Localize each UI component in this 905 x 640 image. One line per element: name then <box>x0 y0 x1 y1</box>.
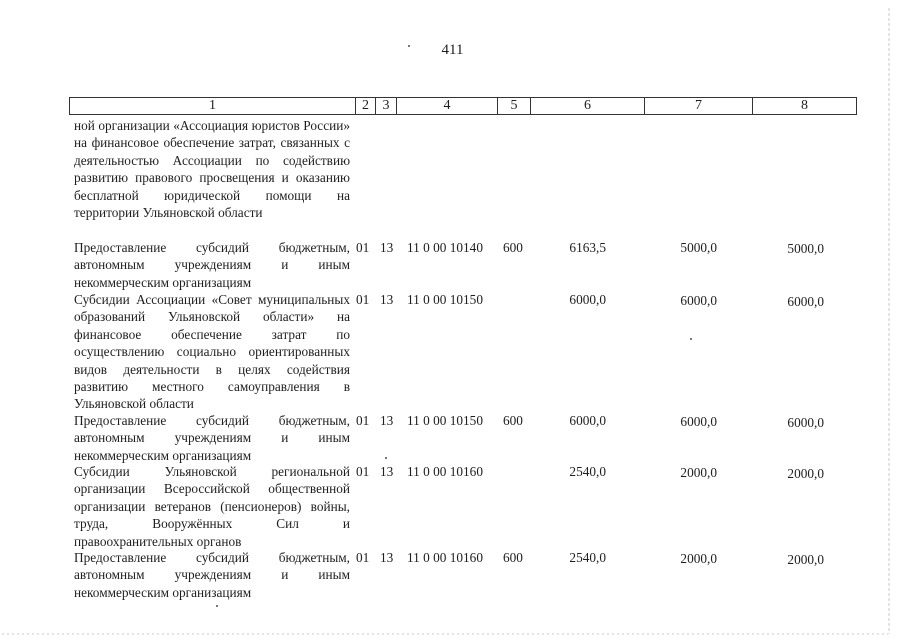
row-target-code: 11 0 00 10160 <box>407 550 483 565</box>
row-section-code: 01 <box>356 550 370 565</box>
header-col-6: 6 <box>531 98 645 114</box>
row-value-col7: 6000,0 <box>680 293 717 308</box>
row-section-code: 01 <box>356 413 370 428</box>
row-value-col8: 6000,0 <box>787 415 824 430</box>
row-value-col7: 5000,0 <box>680 240 717 255</box>
header-col-5: 5 <box>498 98 531 114</box>
header-col-3: 3 <box>376 98 397 114</box>
row-value-col6: 6000,0 <box>569 292 606 307</box>
row-subsection-code: 13 <box>380 550 394 565</box>
row-value-col7: 6000,0 <box>680 414 717 429</box>
header-col-4: 4 <box>397 98 498 114</box>
row-value-col6: 6000,0 <box>569 413 606 428</box>
row-value-col8: 5000,0 <box>787 241 824 256</box>
table-header-row <box>69 97 857 115</box>
row-subsection-code: 13 <box>380 292 394 307</box>
row-subsection-code: 13 <box>380 464 394 479</box>
row-value-col6: 2540,0 <box>569 464 606 479</box>
row-value-col7: 2000,0 <box>680 551 717 566</box>
row-expense-type: 600 <box>503 413 523 428</box>
row-value-col6: 6163,5 <box>569 240 606 255</box>
row-subsection-code: 13 <box>380 240 394 255</box>
scan-speck <box>385 457 387 459</box>
row-section-code: 01 <box>356 464 370 479</box>
header-col-8: 8 <box>801 98 808 113</box>
row-value-col7: 2000,0 <box>680 465 717 480</box>
row-value-col8: 6000,0 <box>787 294 824 309</box>
row-description: Предоставление субсидий бюджетным, автономным учреждениям и иным некоммерческим организациям <box>74 550 350 600</box>
row-description: Предоставление субсидий бюджетным, автономным учреждениям и иным некоммерческим организациям <box>74 413 350 463</box>
row-target-code: 11 0 00 10140 <box>407 240 483 255</box>
row-subsection-code: 13 <box>380 413 394 428</box>
row-target-code: 11 0 00 10150 <box>407 413 483 428</box>
scan-speck <box>216 605 218 607</box>
header-col-2: 2 <box>356 98 376 114</box>
row-target-code: 11 0 00 10160 <box>407 464 483 479</box>
row-description: Субсидии Ульяновской региональной организации Всероссийской общественной организации ветеранов (пенсионеров) войны, труда, Вооружённых Сил и правоохранительных органов <box>74 464 350 549</box>
row-value-col8: 2000,0 <box>787 552 824 567</box>
header-col-1: 1 <box>70 98 356 114</box>
row-expense-type: 600 <box>503 240 523 255</box>
row-description: Субсидии Ассоциации «Совет муниципальных образований Ульяновской области» на финансовое обеспечение затрат по осуществлению социально ориентированных видов деятельности в целях содействия развитию местного самоуправления в Ульяновской области <box>74 292 350 412</box>
header-col-7: 7 <box>645 98 753 114</box>
page-number: 411 <box>441 42 464 58</box>
row-value-col8: 2000,0 <box>787 466 824 481</box>
row-section-code: 01 <box>356 240 370 255</box>
row-description: Предоставление субсидий бюджетным, автономным учреждениям и иным некоммерческим организациям <box>74 240 350 290</box>
row-value-col6: 2540,0 <box>569 550 606 565</box>
scan-speck <box>690 338 692 340</box>
row-description: ной организации «Ассоциация юристов России» на финансовое обеспечение затрат, связанных с деятельностью Ассоциации по содействию развитию правового просвещения и оказанию бесплатной юридической помощи на территории Ульяновской области <box>74 118 350 221</box>
row-section-code: 01 <box>356 292 370 307</box>
row-expense-type: 600 <box>503 550 523 565</box>
row-target-code: 11 0 00 10150 <box>407 292 483 307</box>
